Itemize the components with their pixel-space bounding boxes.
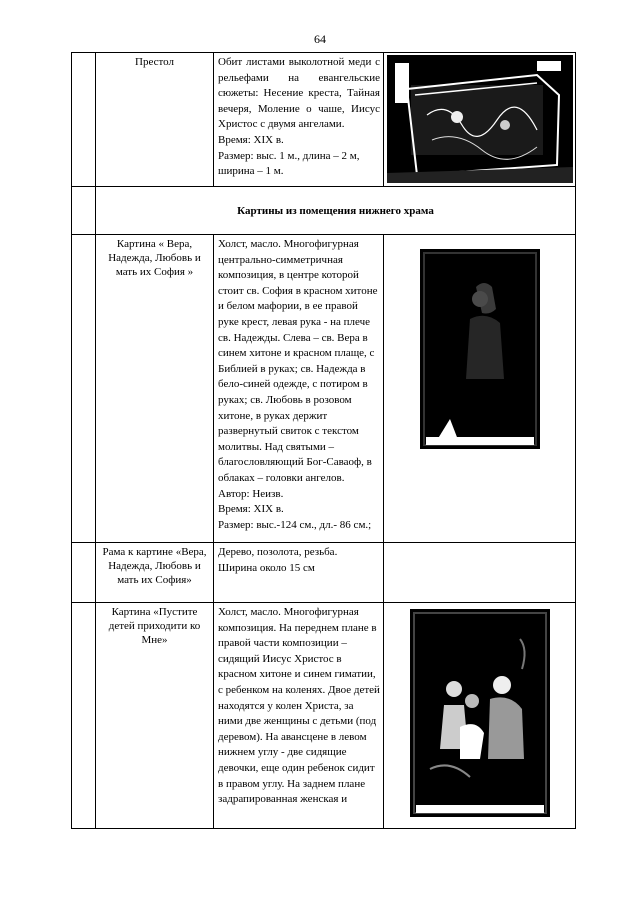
table-row (72, 53, 576, 187)
item-description-cell (214, 543, 384, 603)
row-number-cell (72, 235, 96, 543)
section-header: Картины из помещения нижнего храма (96, 187, 576, 235)
item-name-cell (96, 543, 214, 603)
inventory-table (71, 52, 576, 829)
row-number-cell (72, 53, 96, 187)
item-photo-cell (384, 543, 576, 603)
item-size: Размер: выс.-124 см., дл.- 86 см.; (218, 518, 372, 531)
painting-children-photo (410, 609, 550, 817)
item-description-cell (214, 53, 384, 187)
item-name-cell (96, 53, 214, 187)
item-description: Обит листами выколотной меди с рельефами на евангельские сюжеты: Несение креста, Тайная вечеря, Моление о чаше, Иисус Христос с двумя ангелами. (218, 56, 380, 131)
item-description: Холст, масло. Многофигурная центрально-симметричная композиция, в центре которой стоит св. София в красном хитоне и белом мафории, в ее правой руке крест, левая рука - на плече св. Надежды. Слева – св. Вера в синем хитоне и красном плаще, с Библией в руках; св. Надежда в бело-синей одежде, с потиром в руках; св. Любовь в розовом хитоне, в руках держит развернутый свиток с текстом молитвы. Над святыми – благословляющий Бог-Саваоф, в облаках – головки ангелов. (218, 238, 378, 484)
item-name: Картина «Пустите детей приходити ко Мне» (108, 606, 201, 646)
row-number-cell (72, 187, 96, 235)
item-description: Холст, масло. Многофигурная композиция. На переднем плане в правой части композиции – сидящий Иисус Христос в красном хитоне и синем гиматии, с ребенком на коленях. Двое детей находятся у колен Христа, за ними две женщины с детьми (под деревом). На авансцене в левом нижнем углу - две сидящие девочки, еще один ребенок сидит в правом углу. На заднем плане задрапированная женская и (218, 606, 380, 806)
item-photo-cell (384, 53, 576, 187)
altar-photo (387, 55, 573, 183)
item-photo-cell (384, 235, 576, 543)
item-date: Время: XIX в. (218, 503, 284, 516)
item-description-cell (214, 603, 384, 829)
item-size: Размер: выс. 1 м., длина – 2 м, ширина – 1 м. (218, 149, 360, 178)
item-description: Дерево, позолота, резьба. (218, 546, 338, 558)
row-number-cell (72, 603, 96, 829)
painting-sophia-photo (420, 249, 540, 449)
item-date: Время: XIX в. (218, 133, 284, 146)
table-row (72, 543, 576, 603)
item-name-cell (96, 235, 214, 543)
page-number: 64 (314, 32, 326, 46)
item-name: Рама к картине «Вера, Надежда, Любовь и мать их София» (102, 546, 207, 586)
row-number-cell (72, 543, 96, 603)
item-size: Ширина около 15 см (218, 561, 315, 574)
item-name: Картина « Вера, Надежда, Любовь и мать их София » (108, 238, 201, 278)
item-name: Престол (135, 56, 174, 68)
table-row (72, 603, 576, 829)
item-author: Автор: Неизв. (218, 487, 284, 500)
item-name-cell (96, 603, 214, 829)
item-description-cell (214, 235, 384, 543)
section-row (72, 187, 576, 235)
table-row (72, 235, 576, 543)
item-photo-cell (384, 603, 576, 829)
